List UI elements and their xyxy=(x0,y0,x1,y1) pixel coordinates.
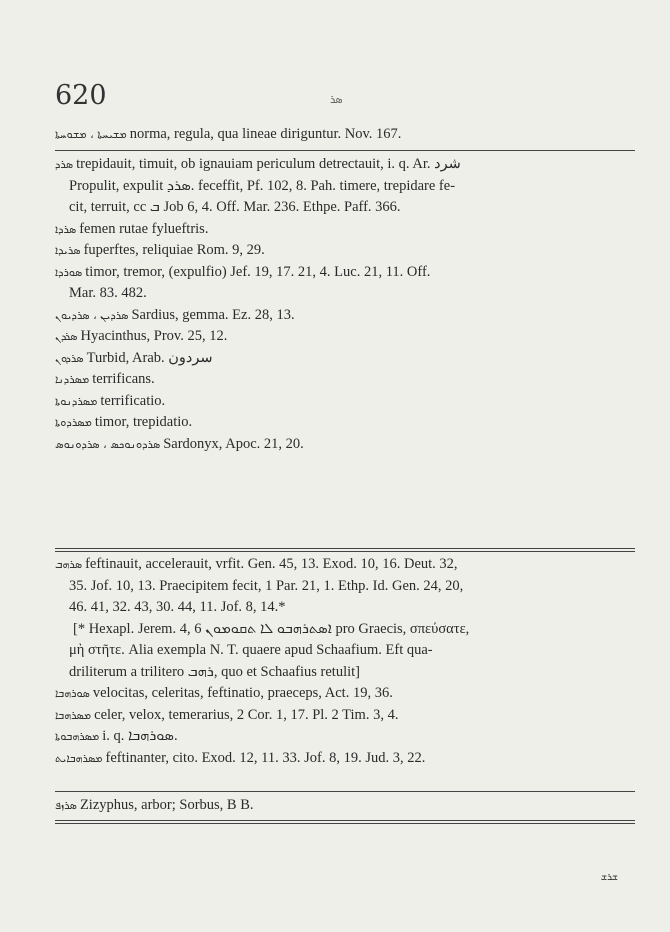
syriac-headword: ܡܫܝܚܬܐ ، ܡܫܘܚܬܐ xyxy=(55,128,127,141)
syriac-headword: ܡܣܪܗܒܘܬܐ xyxy=(55,730,100,743)
dictionary-entry-line xyxy=(55,795,630,817)
section-divider xyxy=(55,150,635,151)
syriac-headword: ܣܘܪܕܐ xyxy=(55,265,83,279)
syriac-headword: ܣܪܕܘܢܘܟܣ ، ܣܪܕܘܢܘܣ xyxy=(55,437,161,451)
syriac-headword: ܡܣܪܕܢܘܬܐ xyxy=(55,394,98,408)
latin-gloss: Zizyphus, arbor; Sorbus, B B. xyxy=(79,797,254,813)
latin-gloss: Mar. 83. 482. xyxy=(69,285,147,301)
latin-gloss: 46. 41, 32. 43, 30. 44, 11. Jof. 8, 14.* xyxy=(69,599,286,615)
catchword: ܫܪܫ xyxy=(600,872,618,883)
page-number: 620 xyxy=(55,80,107,111)
latin-gloss: μὴ στῆτε. Alia exempla N. T. quaere apud Schaafium. Eft qua- xyxy=(69,642,433,658)
syriac-headword: ܣܪܕܘܢ xyxy=(55,351,84,365)
dictionary-entry-line xyxy=(55,640,630,662)
latin-gloss: 35. Jof. 10, 13. Praecipitem fecit, 1 Par. 21, 1. Ethp. Id. Gen. 24, 20, xyxy=(69,577,464,594)
dictionary-entry-line xyxy=(55,369,630,391)
dictionary-entry-line xyxy=(55,619,630,641)
running-head: ܣܪ xyxy=(330,93,343,106)
dictionary-entry-line xyxy=(55,412,630,434)
dictionary-entry-line xyxy=(55,726,630,748)
dictionary-entry-line xyxy=(55,597,630,619)
syriac-headword: ܣܪܝܕܐ xyxy=(55,244,81,257)
latin-gloss: i. q. ܣܘܪܗܒܐ. xyxy=(102,728,178,744)
latin-gloss: Turbid, Arab. ﺳﺮﺩﻭﻥ xyxy=(86,349,213,366)
syriac-headword: ܣܘܪܗܒܐ xyxy=(55,687,90,700)
dictionary-entry-line xyxy=(55,176,630,198)
latin-gloss: trepidauit, timuit, ob ignauiam periculum detrectauit, i. q. Ar. ﺷﺮﺩ xyxy=(76,156,461,172)
latin-gloss: cit, terruit, cc ܒ Job 6, 4. Off. Mar. 236. Ethpe. Paff. 366. xyxy=(69,199,401,215)
section-divider-double xyxy=(55,548,635,552)
entry-block-sard xyxy=(55,154,630,455)
dictionary-entry-line xyxy=(55,683,630,705)
dictionary-entry-line xyxy=(55,434,630,456)
latin-gloss: feftinanter, cito. Exod. 12, 11. 33. Jof. 8, 19. Jud. 3, 22. xyxy=(105,749,426,766)
dictionary-entry-line xyxy=(55,305,630,327)
syriac-headword: ܣܪܗܒ xyxy=(55,558,83,571)
dictionary-entry-line xyxy=(55,283,630,305)
dictionary-entry-line xyxy=(55,197,630,219)
syriac-headword: ܡܣܪܗܒܐ xyxy=(55,708,92,722)
latin-gloss: Hyacinthus, Prov. 25, 12. xyxy=(80,328,228,344)
dictionary-entry-line xyxy=(55,124,630,146)
latin-gloss: velocitas, celeritas, feftinatio, praeceps, Act. 19, 36. xyxy=(92,685,393,701)
latin-gloss: Propulit, expulit ܣܪܕ. feceffit, Pf. 102, 8. Pah. timere, trepidare fe- xyxy=(69,177,456,194)
syriac-headword: ܣܪܕܢ xyxy=(55,330,78,343)
syriac-headword: ܣܪܙܦ xyxy=(55,799,77,812)
syriac-headword: ܣܪܕ xyxy=(55,158,74,171)
dictionary-entry-line xyxy=(55,662,630,684)
syriac-headword: ܡܣܪܗܒܐܝܬ xyxy=(55,751,103,765)
dictionary-entry-line xyxy=(55,326,630,348)
dictionary-entry-line xyxy=(55,705,630,727)
section-divider xyxy=(55,791,635,792)
dictionary-entry-line xyxy=(55,391,630,413)
dictionary-entry-line xyxy=(55,240,630,262)
latin-gloss: fuperftes, reliquiae Rom. 9, 29. xyxy=(83,242,265,258)
latin-gloss: [* Hexapl. Jerem. 4, 6 ܐܣܬܪܗܒܘ ܠܐ ܬܩܘܡܘܢ pro Graecis, σπεύσατε, xyxy=(73,620,470,637)
entry-block-sarheb xyxy=(55,554,630,769)
latin-gloss: terrificatio. xyxy=(100,392,166,409)
syriac-headword: ܡܣܪܕܢܐ xyxy=(55,373,90,386)
syriac-headword: ܡܣܪܕܘܬܐ xyxy=(55,416,92,429)
dictionary-entry-line xyxy=(55,219,630,241)
latin-gloss: feftinauit, accelerauit, vrfit. Gen. 45, 13. Exod. 10, 16. Deut. 32, xyxy=(85,556,458,572)
dictionary-entry-line xyxy=(55,576,630,598)
entry-block-top xyxy=(55,124,630,146)
latin-gloss: Sardonyx, Apoc. 21, 20. xyxy=(163,435,304,452)
dictionary-entry-line xyxy=(55,154,630,176)
dictionary-entry-line xyxy=(55,748,630,770)
syriac-headword: ܣܪܕܝܢ ، ܣܪܕܝܘܢ xyxy=(55,308,129,322)
entry-block-zizyphus xyxy=(55,795,630,817)
latin-gloss: celer, velox, temerarius, 2 Cor. 1, 17. Pl. 2 Tim. 3, 4. xyxy=(94,706,399,723)
dictionary-entry-line xyxy=(55,554,630,576)
dictionary-entry-line xyxy=(55,262,630,284)
latin-gloss: timor, trepidatio. xyxy=(94,414,193,430)
latin-gloss: Sardius, gemma. Ez. 28, 13. xyxy=(131,306,295,323)
latin-gloss: timor, tremor, (expulfio) Jef. 19, 17. 21, 4. Luc. 21, 11. Off. xyxy=(85,263,431,280)
latin-gloss: driliterum a trilitero ܪܗܒ, quo et Schaafius retulit] xyxy=(69,663,360,680)
latin-gloss: norma, regula, qua lineae diriguntur. Nov. 167. xyxy=(129,126,402,142)
latin-gloss: femen rutae fylueftris. xyxy=(79,220,209,237)
syriac-headword: ܣܪܕܐ xyxy=(55,222,77,236)
latin-gloss: terrificans. xyxy=(92,371,155,387)
dictionary-entry-line xyxy=(55,348,630,370)
section-divider-double xyxy=(55,820,635,824)
